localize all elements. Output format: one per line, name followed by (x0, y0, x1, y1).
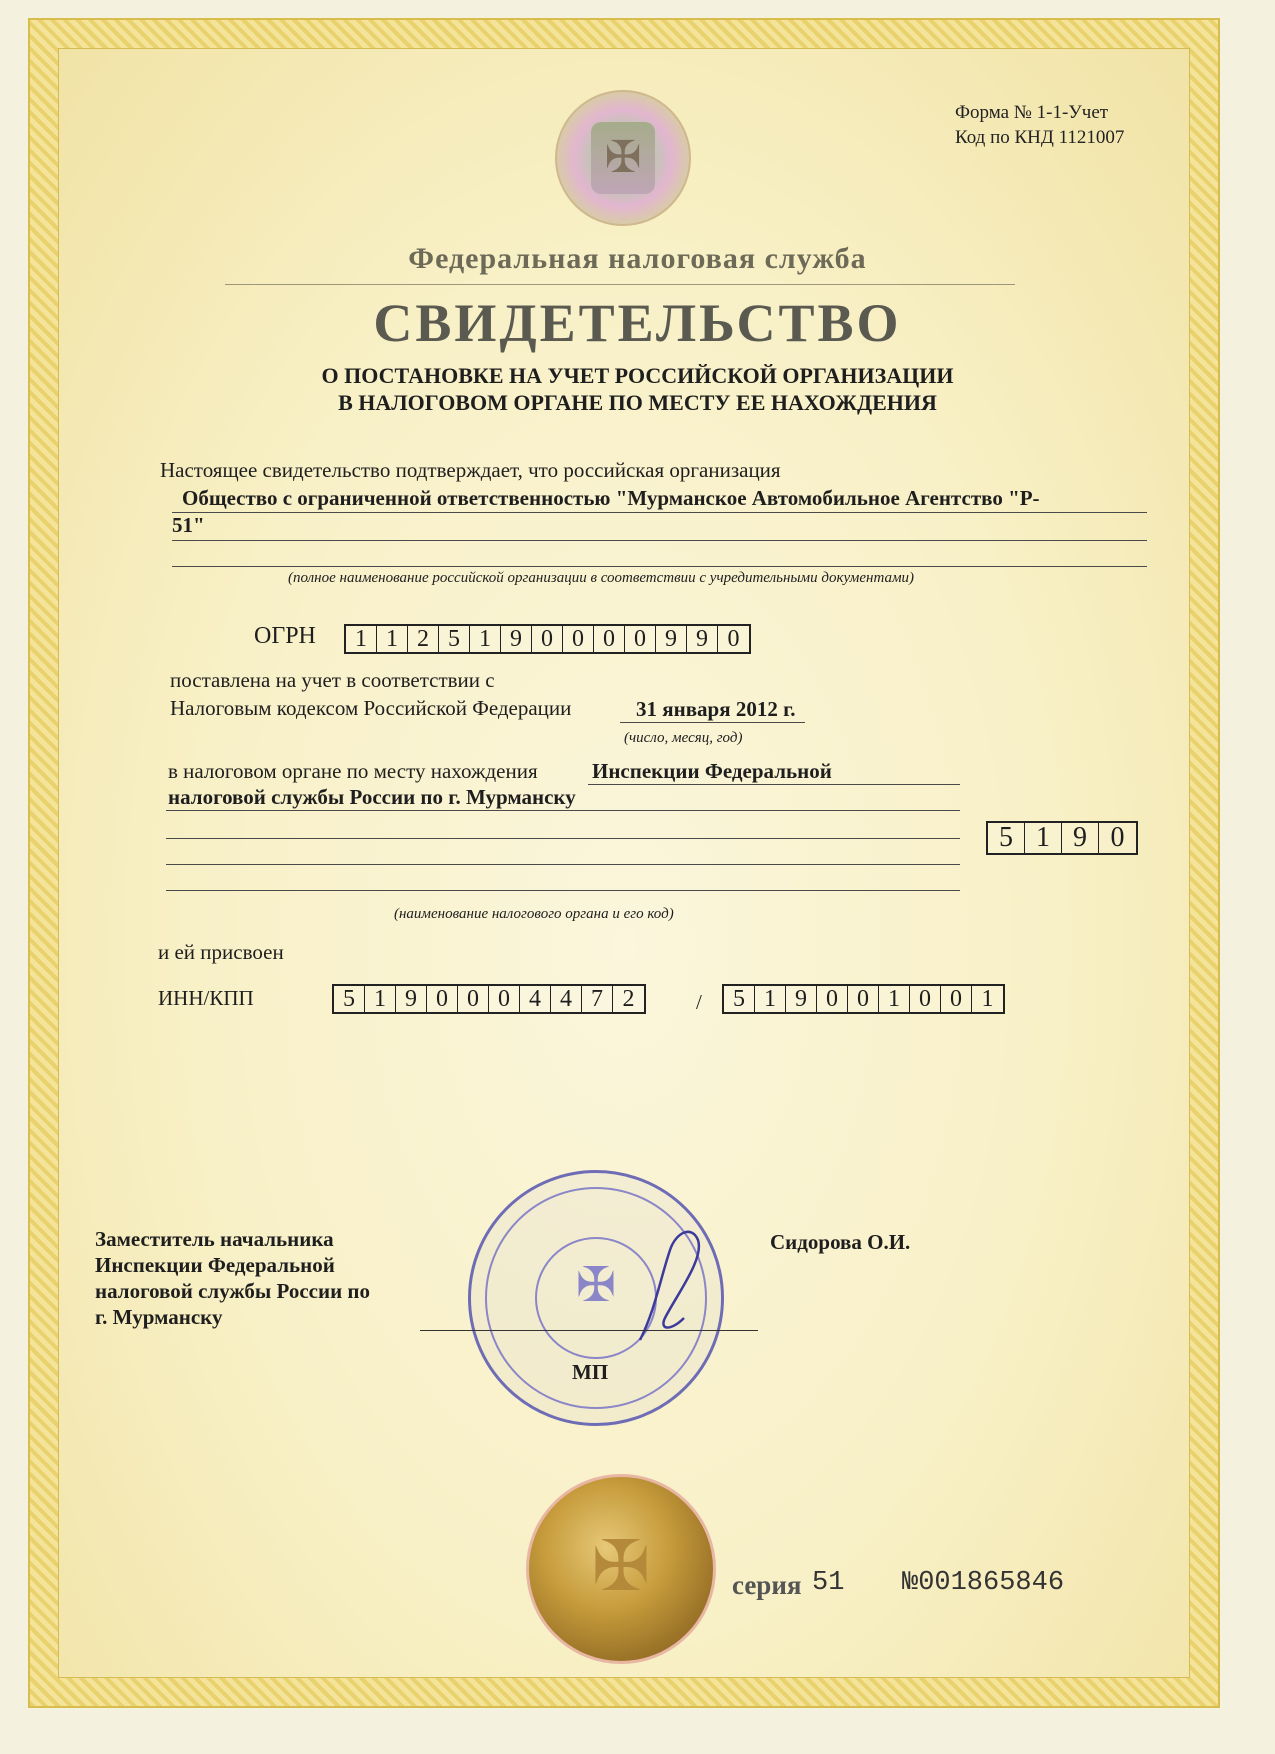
digit-cell: 5 (334, 986, 365, 1012)
tax-office-code-boxes (986, 821, 1138, 855)
tax-office-prefix: в налоговом органе по месту нахождения (168, 759, 538, 783)
digit-cell: 9 (656, 626, 687, 652)
digit-cell: 0 (941, 986, 972, 1012)
position-line: Заместитель начальника (95, 1227, 334, 1251)
digit-cell: 2 (622, 986, 635, 1012)
digit-cell: 0 (458, 986, 489, 1012)
digit-cell: 9 (396, 986, 427, 1012)
digit-cell: 0 (427, 986, 458, 1012)
org-name-line: Общество с ограниченной ответственностью "Мурманское Автомобильное Агентство "Р- (182, 486, 1040, 510)
assigned-text: и ей присвоен (158, 940, 284, 964)
signatory-position (95, 1226, 370, 1330)
subtitle-line: О ПОСТАНОВКЕ НА УЧЕТ РОССИЙСКОЙ ОРГАНИЗАЦИИ (321, 363, 954, 388)
digit-cell: 0 (848, 986, 879, 1012)
digit-cell: 2 (408, 626, 439, 652)
divider (225, 284, 1015, 285)
series-value: 51 (812, 1568, 845, 1598)
digit-cell: 9 (687, 626, 718, 652)
digit-cell: 1 (470, 626, 501, 652)
page-title: СВИДЕТЕЛЬСТВО (373, 293, 902, 353)
inn-boxes (332, 984, 646, 1014)
digit-cell: 0 (910, 986, 941, 1012)
signatory-name: Сидорова О.И. (770, 1230, 911, 1254)
underline (166, 890, 960, 891)
digit-cell: 4 (520, 986, 551, 1012)
digit-cell: 1 (365, 986, 396, 1012)
digit-cell: 7 (582, 986, 613, 1012)
org-name-line: 51" (172, 513, 205, 537)
form-code-block (955, 100, 1124, 150)
digit-cell: 5 (439, 626, 470, 652)
tax-office-line: налоговой службы России по г. Мурманску (168, 785, 576, 809)
digit-cell: 0 (532, 626, 563, 652)
digit-cell: 1 (879, 986, 910, 1012)
form-number: Форма № 1-1-Учет (955, 102, 1109, 123)
position-line: г. Мурманску (95, 1305, 223, 1329)
registration-date: 31 января 2012 г. (636, 697, 796, 721)
kpp-boxes (722, 984, 1005, 1014)
digit-cell: 1 (755, 986, 786, 1012)
stamp-icon: ✠ (468, 1170, 724, 1426)
digit-cell: 0 (594, 626, 625, 652)
digit-cell: 1 (346, 626, 377, 652)
serial-number: №001865846 (902, 1568, 1065, 1598)
digit-cell: 5 (988, 823, 1025, 853)
digit-cell: 0 (489, 986, 520, 1012)
inn-kpp-label: ИНН/КПП (158, 986, 254, 1010)
digit-cell: 9 (501, 626, 532, 652)
registered-text: поставлена на учет в соответствии с (170, 668, 495, 692)
position-line: Инспекции Федеральной (95, 1253, 335, 1277)
subtitle-line: В НАЛОГОВОМ ОРГАНЕ ПО МЕСТУ ЕЕ НАХОЖДЕНИЯ (338, 390, 937, 415)
signature-line (420, 1330, 758, 1331)
underline (620, 722, 805, 723)
digit-cell: 9 (786, 986, 817, 1012)
digit-cell: 9 (1062, 823, 1099, 853)
underline (172, 566, 1147, 567)
digit-cell: 5 (724, 986, 755, 1012)
subtitle (0, 362, 1275, 416)
gold-seal-icon: ✠ (526, 1474, 716, 1664)
mp-label: МП (572, 1360, 609, 1384)
digit-cell: 0 (1110, 822, 1125, 853)
date-caption: (число, месяц, год) (624, 730, 743, 746)
digit-cell: 1 (981, 986, 994, 1012)
underline (166, 810, 960, 811)
intro-text: Настоящее свидетельство подтверждает, что российская организация (160, 458, 781, 482)
emblem-icon: ✠ (555, 90, 691, 226)
tax-office-caption: (наименование налогового органа и его код) (394, 906, 674, 922)
underline (172, 512, 1147, 513)
org-caption: (полное наименование российской организации в соответствии с учредительными документами) (288, 570, 915, 586)
digit-cell: 0 (625, 626, 656, 652)
digit-cell: 0 (727, 626, 740, 652)
digit-cell: 1 (1025, 823, 1062, 853)
ogrn-label: ОГРН (254, 623, 316, 649)
underline (172, 540, 1147, 541)
underline (588, 784, 960, 785)
knd-code: Код по КНД 1121007 (955, 127, 1125, 148)
position-line: налоговой службы России по (95, 1279, 371, 1303)
underline (166, 838, 960, 839)
tax-office-line: Инспекции Федеральной (592, 759, 832, 783)
digit-cell: 0 (563, 626, 594, 652)
digit-cell: 4 (551, 986, 582, 1012)
registered-text: Налоговым кодексом Российской Федерации (170, 696, 572, 720)
agency-name: Федеральная налоговая служба (408, 242, 867, 275)
ogrn-boxes (344, 624, 751, 654)
inn-kpp-slash: / (696, 990, 702, 1014)
digit-cell: 1 (377, 626, 408, 652)
digit-cell: 0 (817, 986, 848, 1012)
series-label: серия (732, 1570, 802, 1600)
underline (166, 864, 960, 865)
